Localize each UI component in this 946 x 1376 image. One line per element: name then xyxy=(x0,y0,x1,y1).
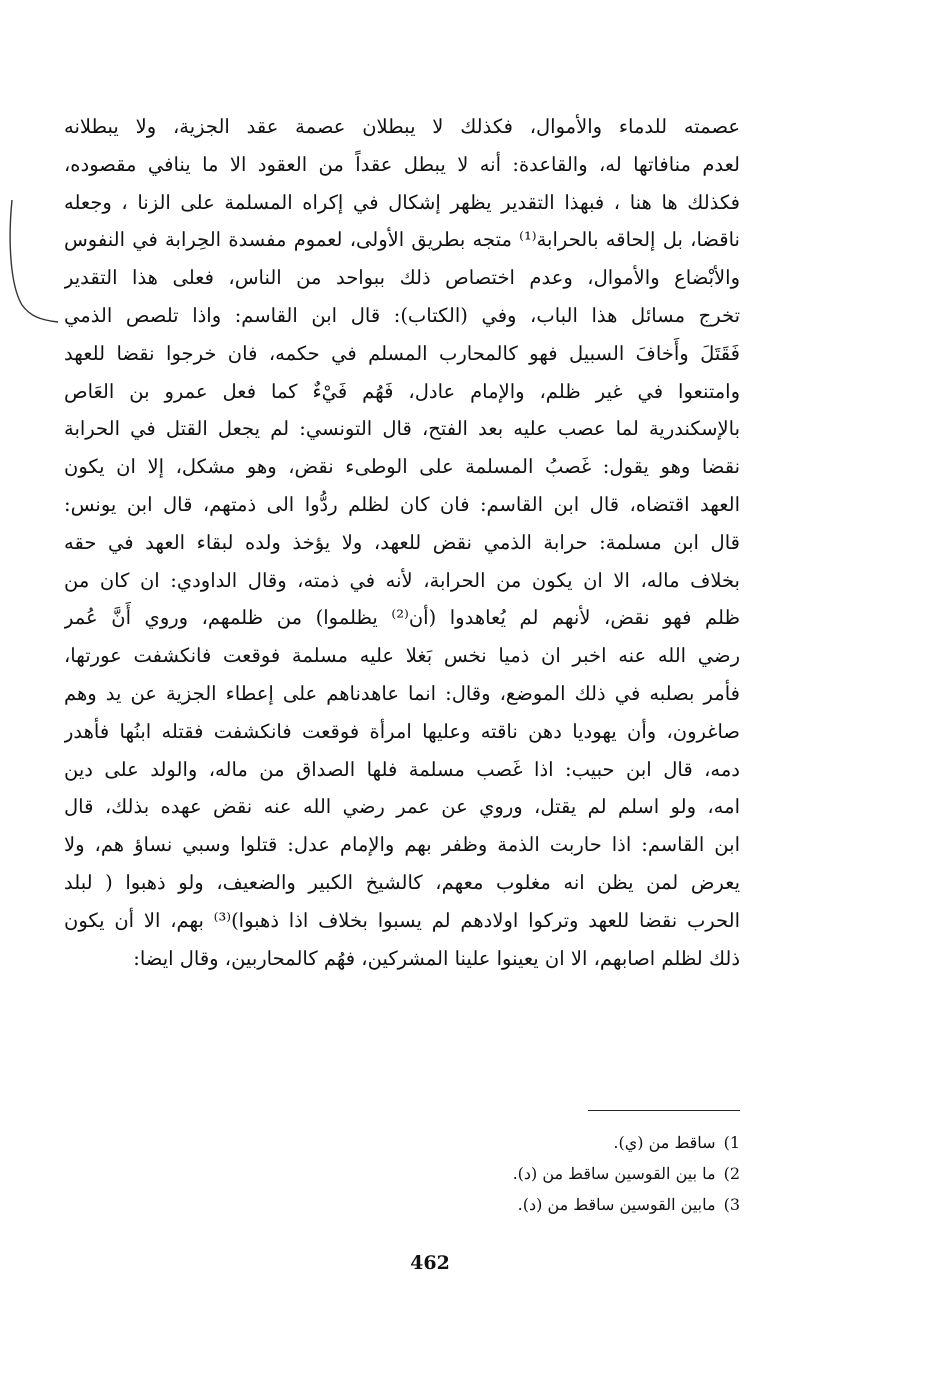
footnote-separator xyxy=(588,1110,740,1111)
page-number: 462 xyxy=(410,1252,450,1274)
text-line: قال ابن مسلمة: حرابة الذمي نقض للعهد، ولا يؤخذ ولده لبقاء العهد في حقه xyxy=(64,530,740,554)
footnote-text: ساقط من (ي). xyxy=(613,1133,716,1152)
text-line: يعرض لمن يظن انه مغلوب معهم، كالشيخ الكبير والضعيف، ولو ذهبوا ( لبلد xyxy=(64,870,740,894)
text-line: رضي الله عنه اخبر ان ذميا نخس بَغلا عليه مسلمة فوقعت فانكشفت عورتها، xyxy=(64,644,740,668)
footnote-text: ما بين القوسين ساقط من (د). xyxy=(512,1164,716,1183)
text-line: نقضا وهو يقول: غَصبُ المسلمة على الوطىء نقض، وهو مشكل، إلا ان يكون xyxy=(64,455,740,479)
text-line: بخلاف ماله، الا ان يكون من الحرابة، لأنه في ذمته، وقال الداودي: ان كان من xyxy=(64,568,740,592)
text-line: وامتنعوا في غير ظلم، والإمام عادل، فَهُم فَيْءٌ كما فعل عمرو بن العَاص xyxy=(64,379,740,403)
text-line: الحرب نقضا للعهد وتركوا اولادهم لم يسبوا بخلاف اذا ذهبوا)⁽³⁾ بهم، الا أن يكون xyxy=(64,908,740,932)
text-line: والأبْضاع والأموال، وعدم اختصاص ذلك ببواحد من الناس، فعلى هذا التقدير xyxy=(64,266,740,290)
text-line: صاغرون، وأن يهوديا دهن ناقته وعليها امرأة فوقعت فانكشفت فقتله ابنُها فأهدر xyxy=(64,719,740,743)
text-line: ناقضا، بل إلحاقه بالحرابة⁽¹⁾ متجه بطريق الأولى، لعموم مفسدة الحِرابة في النفوس xyxy=(64,228,740,252)
text-line: فكذلك ها هنا ، فبهذا التقدير يظهر إشكال في إكراه المسلمة على الزنا ، وجعله xyxy=(64,190,740,214)
footnote-number: 1) xyxy=(723,1133,740,1152)
text-line: فَقَتَلَ وأَخافَ السبيل فهو كالمحارب المسلم في حكمه، فان خرجوا نقضا للعهد xyxy=(64,341,740,365)
text-line: تخرج مسائل هذا الباب، وفي (الكتاب): قال ابن القاسم: واذا تلصص الذمي xyxy=(64,303,740,327)
text-line: امه، ولو اسلم لم يقتل، وروي عن عمر رضي الله عنه نقض عهده بذلك، قال xyxy=(64,795,740,819)
footnote-2 xyxy=(440,1158,740,1189)
text-line: بالإسكندرية لما عصب عليه بعد الفتح، قال التونسي: لم يجعل القتل في الحرابة xyxy=(64,417,740,441)
text-line: ظلم فهو نقض، لأنهم لم يُعاهدوا (أن⁽²⁾ يظلموا) من ظلمهم، وروي أَنَّ عُمر xyxy=(64,606,740,630)
text-line: ابن القاسم: اذا حاربت الذمة وظفر بهم والإمام عدل: قتلوا وسبي نساؤ هم، ولا xyxy=(64,833,740,857)
text-line: فأمر بصلبه في ذلك الموضع، وقال: انما عاهدناهم على إعطاء الجزية عن يد وهم xyxy=(64,681,740,705)
footnote-1 xyxy=(440,1127,740,1158)
text-line: لعدم منافاتها له، والقاعدة: أنه لا يبطل عقداً من العقود الا ما ينافي مقصوده، xyxy=(64,152,740,176)
margin-bracket-mark xyxy=(0,0,70,340)
footnote-number: 3) xyxy=(723,1195,740,1214)
text-line: ذلك لظلم اصابهم، الا ان يعينوا علينا المشركين، فهُم كالمحاربين، وقال ايضا: xyxy=(133,946,740,970)
footnote-number: 2) xyxy=(723,1164,740,1183)
footnote-3 xyxy=(440,1189,740,1220)
text-line: دمه، قال ابن حبيب: اذا غَصب مسلمة فلها الصداق من ماله، والولد على دين xyxy=(64,757,740,781)
footnote-text: مابين القوسين ساقط من (د). xyxy=(517,1195,716,1214)
main-text-block xyxy=(64,108,740,977)
text-line: عصمته للدماء والأموال، فكذلك لا يبطلان عصمة عقد الجزية، ولا يبطلانه xyxy=(64,115,740,138)
text-line: العهد اقتضاه، قال ابن القاسم: فان كان لظلم ردُّوا الى ذمتهم، قال ابن يونس: xyxy=(64,492,740,516)
footnotes xyxy=(440,1127,740,1220)
